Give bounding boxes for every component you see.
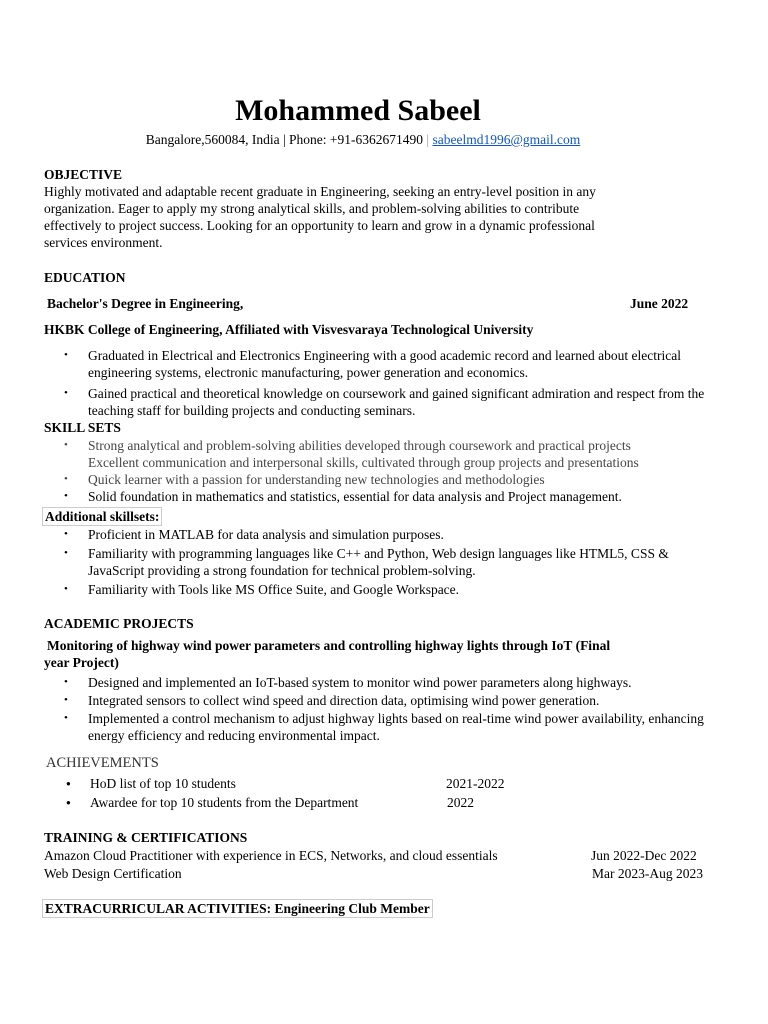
projects-heading: ACADEMIC PROJECTS [44, 616, 194, 631]
project-title [44, 637, 644, 671]
objective-heading: OBJECTIVE [44, 167, 123, 182]
projects-list [44, 674, 724, 744]
skills-list [44, 437, 664, 505]
education-list [44, 347, 724, 419]
list-item: • Familiarity with programming languages like C++ and Python, Web design languages like HTML5, CSS & JavaScript providing a strong foundation for technical problem-solving. [44, 545, 704, 579]
achievements-list [44, 775, 524, 811]
list-item: • Implemented a control mechanism to adjust highway lights based on real-time wind power availability, enhancing energy efficiency and reducing environmental impact. [44, 710, 724, 744]
achievement-text: Awardee for top 10 students from the Department [90, 795, 359, 810]
objective-line: organization. Eager to apply my strong analytical skills, and problem-solving abilities to contribute [44, 201, 580, 216]
training-item-date: Mar 2023-Aug 2023 [592, 866, 703, 881]
college-name: HKBK College of Engineering, Affiliated with Visvesvaraya Technological University [44, 322, 534, 337]
achievement-date: 2021-2022 [446, 776, 505, 791]
list-item: • Designed and implemented an IoT-based system to monitor wind power parameters along highways. [44, 674, 724, 691]
location-phone: Bangalore,560084, India | Phone: +91-6362671490 [145, 132, 424, 147]
resume-name: Mohammed Sabeel [235, 94, 481, 127]
objective-line: effectively to project success. Looking for an opportunity to learn and grow in a dynamic professional [44, 218, 595, 233]
list-item [44, 794, 524, 811]
list-item: • Strong analytical and problem-solving abilities developed through coursework and practical projects Excellent communication and interpersonal skills, cultivated through group projects and presentations [44, 437, 664, 471]
achievements-heading: ACHIEVEMENTS [46, 755, 159, 771]
list-item: • Quick learner with a passion for understanding new technologies and methodologies [44, 471, 664, 488]
list-item: • Proficient in MATLAB for data analysis and simulation purposes. [44, 526, 704, 543]
training-heading: TRAINING & CERTIFICATIONS [44, 830, 248, 845]
additional-skills-heading: Additional skillsets: [42, 507, 162, 526]
achievement-text: HoD list of top 10 students [90, 776, 236, 791]
list-item: • Familiarity with Tools like MS Office Suite, and Google Workspace. [44, 581, 704, 598]
training-item-text: Web Design Certification [44, 866, 182, 881]
additional-skills-list [44, 526, 704, 598]
education-heading: EDUCATION [44, 270, 126, 285]
degree-date: June 2022 [630, 296, 689, 311]
skills-heading: SKILL SETS [44, 420, 121, 435]
list-item: • Gained practical and theoretical knowledge on coursework and gained significant admiration and respect from the teaching staff for building projects and conducting seminars. [44, 385, 724, 419]
objective-line: Highly motivated and adaptable recent graduate in Engineering, seeking an entry-level position in any [44, 184, 596, 199]
list-item [44, 775, 524, 792]
training-item-text: Amazon Cloud Practitioner with experience in ECS, Networks, and cloud essentials [44, 848, 498, 863]
achievement-date: 2022 [447, 795, 474, 810]
email-link[interactable]: sabeelmd1996@gmail.com [432, 132, 581, 147]
separator: | [426, 132, 430, 147]
project-title-line: year Project) [44, 655, 119, 670]
contact-line [0, 131, 726, 148]
objective-text [44, 183, 634, 251]
list-item: • Solid foundation in mathematics and statistics, essential for data analysis and Project management. [44, 488, 664, 505]
list-item: • Integrated sensors to collect wind speed and direction data, optimising wind power generation. [44, 692, 724, 709]
training-item-date: Jun 2022-Dec 2022 [591, 848, 697, 863]
project-title-line: Monitoring of highway wind power parameters and controlling highway lights through IoT (Final [47, 638, 611, 653]
degree-title: Bachelor's Degree in Engineering, [47, 296, 244, 311]
list-item: • Graduated in Electrical and Electronics Engineering with a good academic record and learned about electrical engineering systems, electronic manufacturing, power generation and economics. [44, 347, 724, 381]
objective-line: services environment. [44, 235, 163, 250]
extracurricular-heading: EXTRACURRICULAR ACTIVITIES: Engineering Club Member [42, 899, 433, 918]
